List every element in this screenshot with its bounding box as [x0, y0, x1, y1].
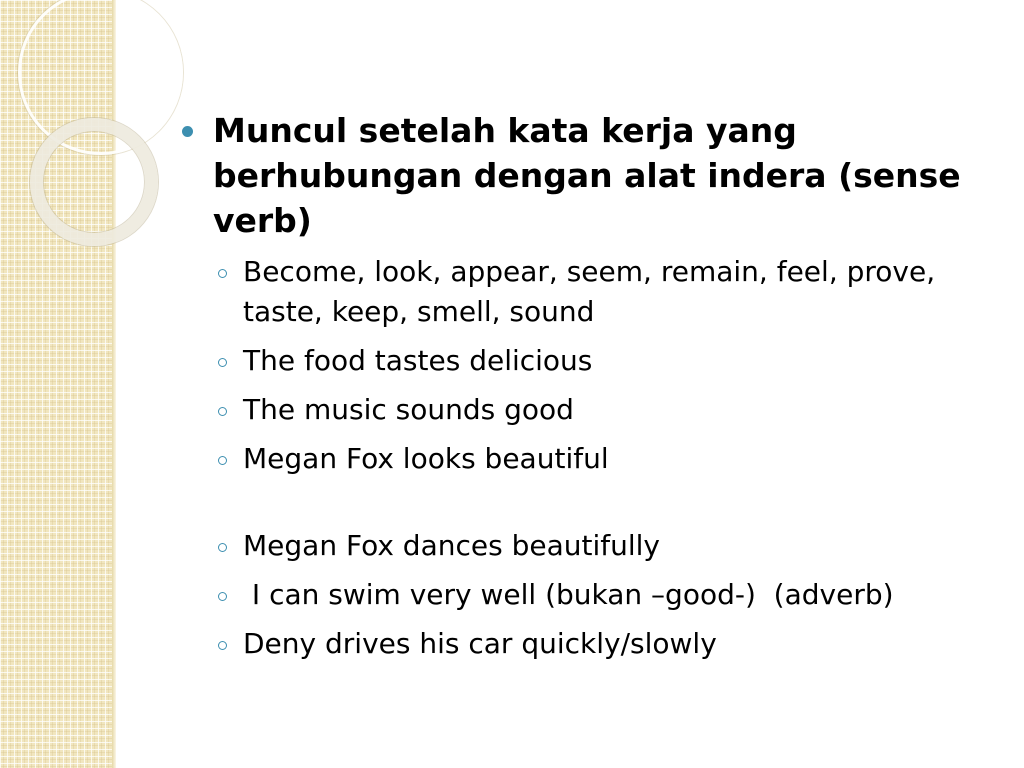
sub-bullet-item [178, 526, 978, 566]
sub-bullet-item [178, 624, 978, 664]
ring-bullet-icon [218, 543, 227, 552]
ring-bullet-icon [218, 592, 227, 601]
sub-bullet-item [178, 439, 978, 479]
main-bullet-text: Muncul setelah kata kerja yang berhubungan dengan alat indera (sense verb) [213, 111, 973, 240]
ring-bullet-icon [218, 407, 227, 416]
sub-bullet-item [178, 252, 978, 332]
ring-bullet-icon [218, 269, 227, 278]
slide-content [178, 108, 978, 673]
sub-bullet-text: Megan Fox looks beautiful [243, 442, 609, 475]
sub-bullet-text: I can swim very well (bukan –good-) (adverb) [243, 578, 894, 611]
ring-bullet-icon [218, 358, 227, 367]
sub-bullet-text: Deny drives his car quickly/slowly [243, 627, 717, 660]
ring-bullet-icon [218, 641, 227, 650]
sub-bullet-item [178, 575, 978, 615]
sub-bullet-text: The music sounds good [243, 393, 574, 426]
main-bullet [178, 108, 978, 243]
sub-bullet-item [178, 341, 978, 381]
decorative-ring-small [30, 118, 158, 246]
ring-bullet-icon [218, 456, 227, 465]
sub-bullet-text: Megan Fox dances beautifully [243, 529, 660, 562]
sub-bullet-text: The food tastes delicious [243, 344, 593, 377]
filled-bullet-icon [182, 126, 193, 137]
sub-bullet-item [178, 390, 978, 430]
sub-bullet-text: Become, look, appear, seem, remain, feel, prove, taste, keep, smell, sound [243, 255, 945, 328]
